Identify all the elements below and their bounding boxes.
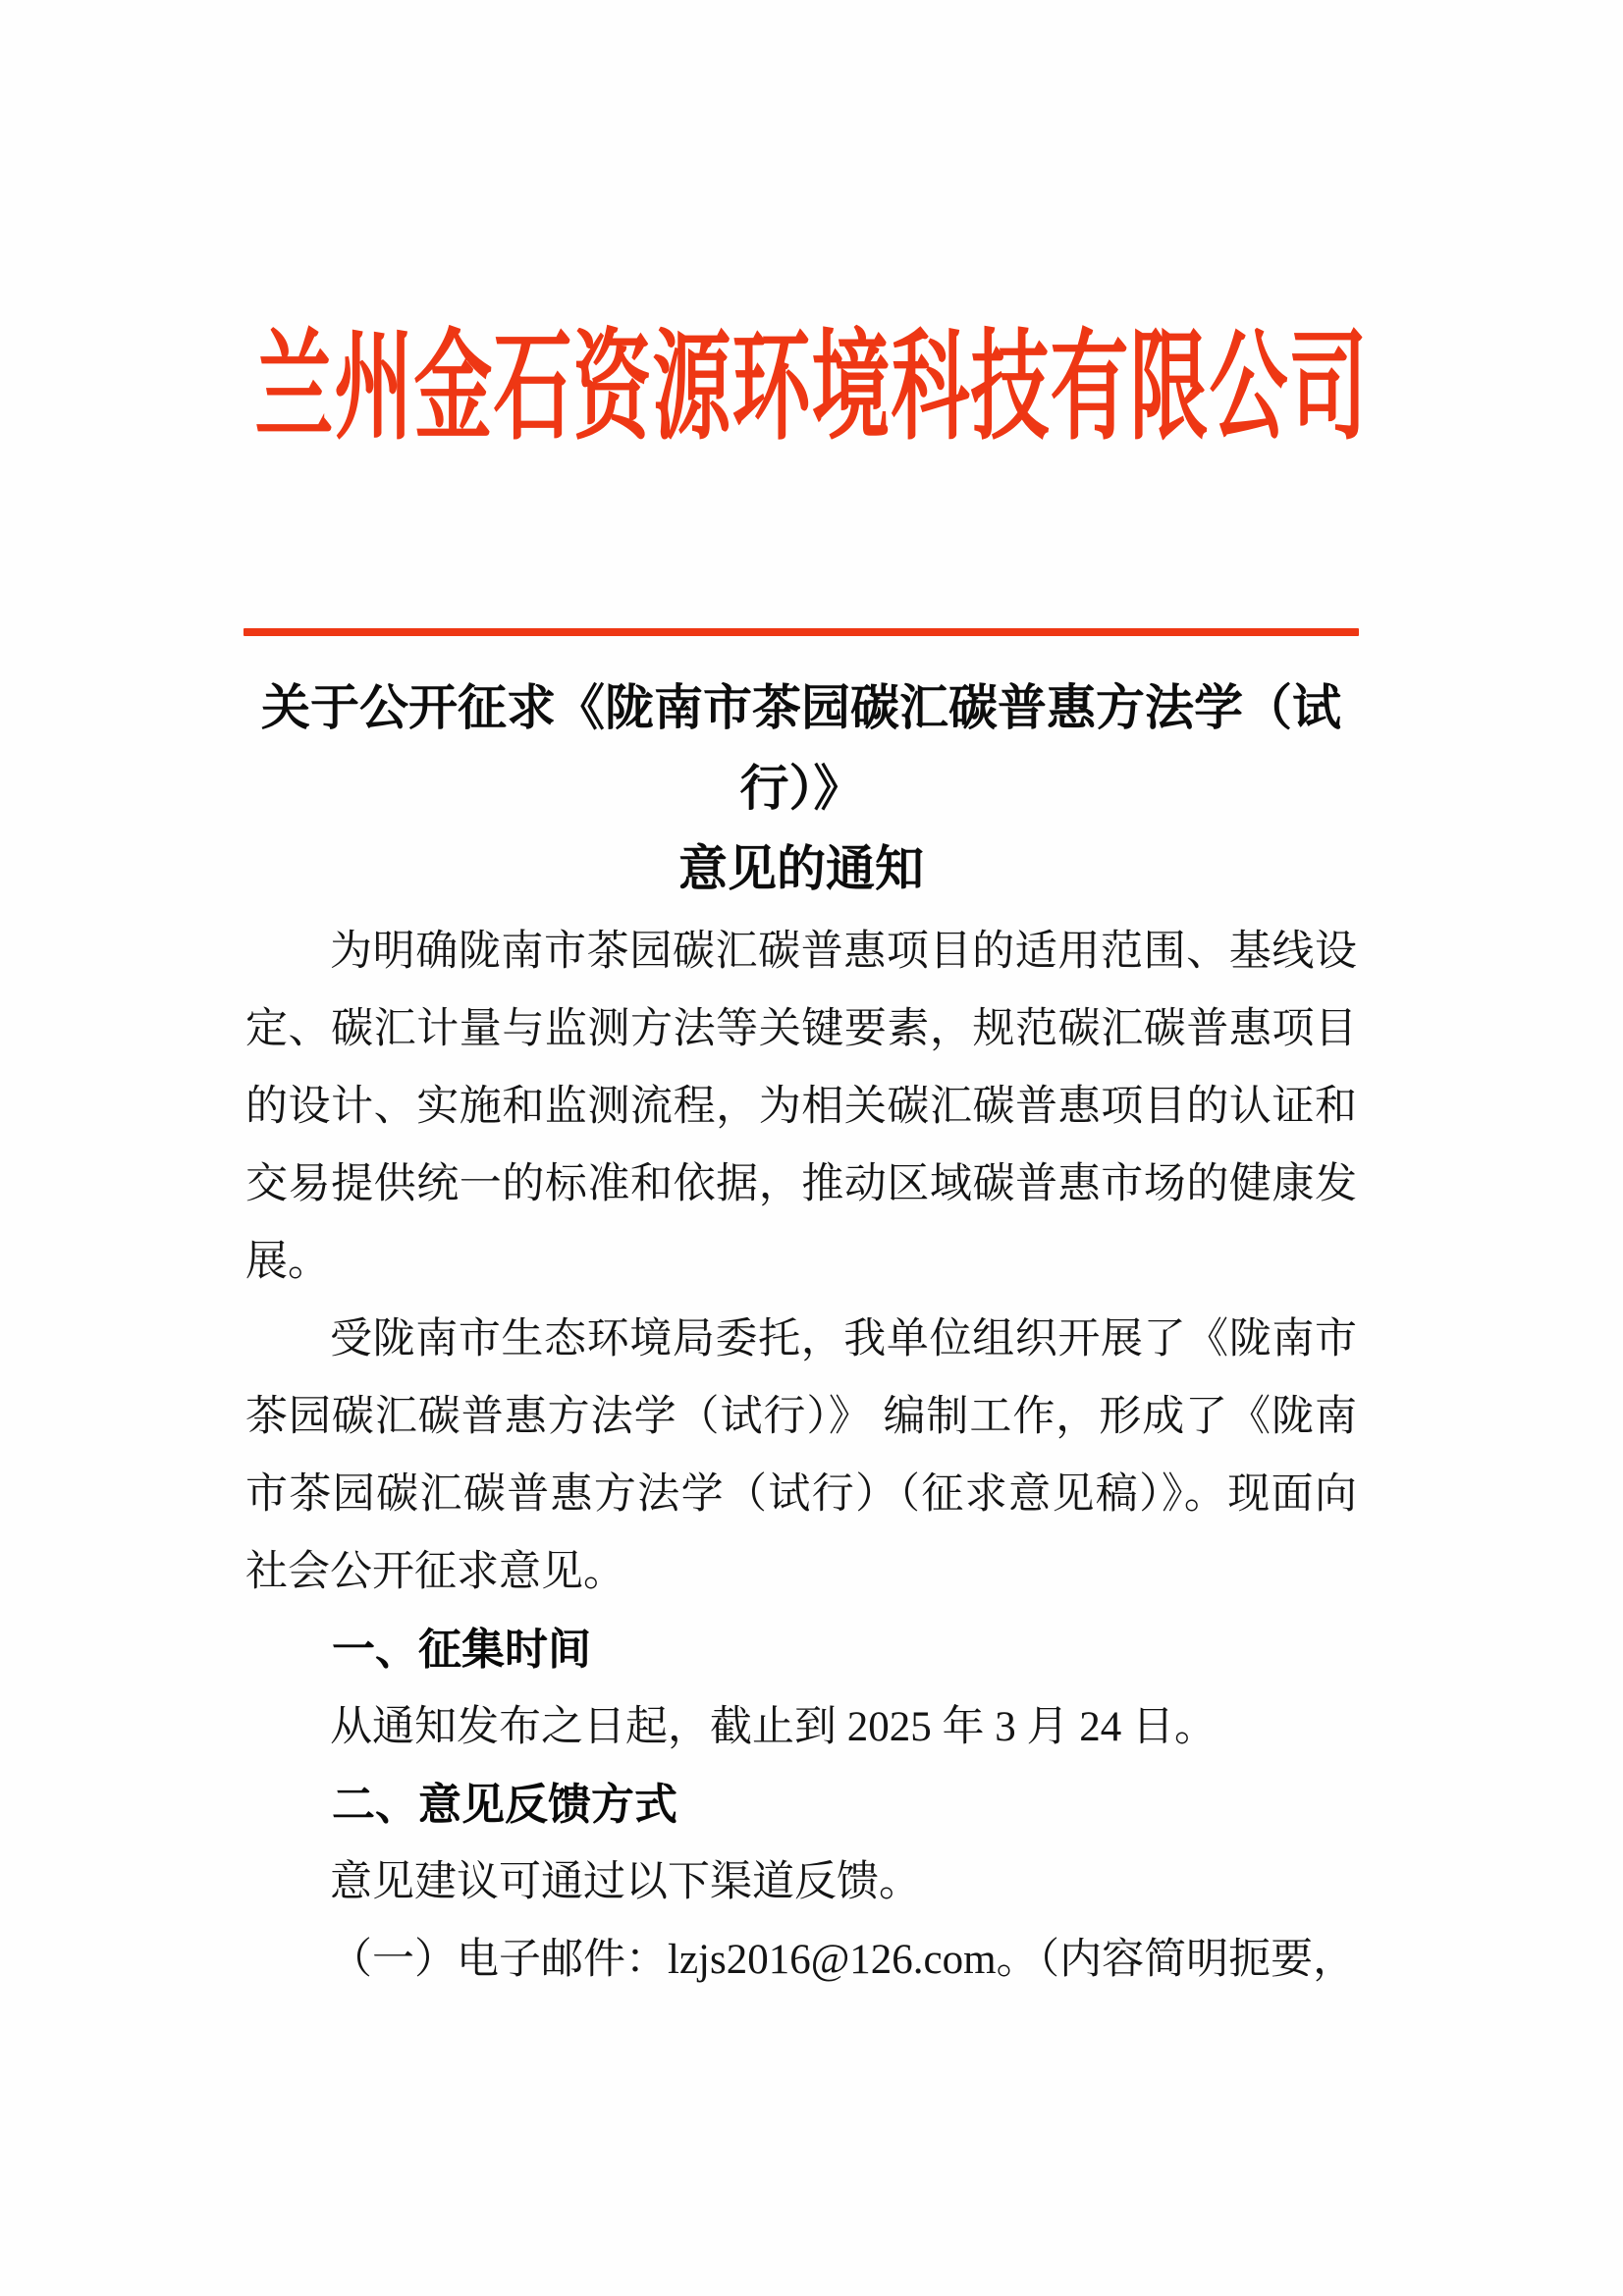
section-2-item-email: （一）电子邮件：lzjs2016@126.com。（内容简明扼要， bbox=[330, 1937, 1356, 1983]
paragraph-background: 受陇南市生态环境局委托，我单位组织开展了《陇南市茶园碳汇碳普惠方法学（试行）》 编制工作，形成了《陇南市茶园碳汇碳普惠方法学（试行）（征求意见稿）》。现面向社会公开征求意见。 bbox=[245, 1316, 1357, 1595]
document-title-line-1: 关于公开征求《陇南市茶园碳汇碳普惠方法学（试行）》 bbox=[261, 680, 1341, 816]
letterhead bbox=[0, 291, 1623, 455]
notice-body bbox=[245, 667, 1357, 1999]
section-2-heading: 二、意见反馈方式 bbox=[332, 1781, 677, 1829]
document-title-line-2: 意见的通知 bbox=[678, 841, 924, 896]
document-title bbox=[245, 667, 1357, 909]
section-1-body: 从通知发布之日起，截止到 2025 年 3 月 24 日。 bbox=[330, 1704, 1217, 1750]
company-name: 兰州金石资源环境科技有限公司 bbox=[254, 323, 1369, 455]
paragraph-purpose: 为明确陇南市茶园碳汇碳普惠项目的适用范围、基线设定、碳汇计量与监测方法等关键要素，规范碳汇碳普惠项目的设计、实施和监测流程，为相关碳汇碳普惠项目的认证和交易提供统一的标准和依据，推动区域碳普惠市场的健康发展。 bbox=[245, 929, 1357, 1285]
letterhead-divider-rule bbox=[243, 628, 1359, 636]
section-2-intro: 意见建议可通过以下渠道反馈。 bbox=[330, 1859, 921, 1905]
section-1-heading: 一、征集时间 bbox=[332, 1626, 591, 1674]
